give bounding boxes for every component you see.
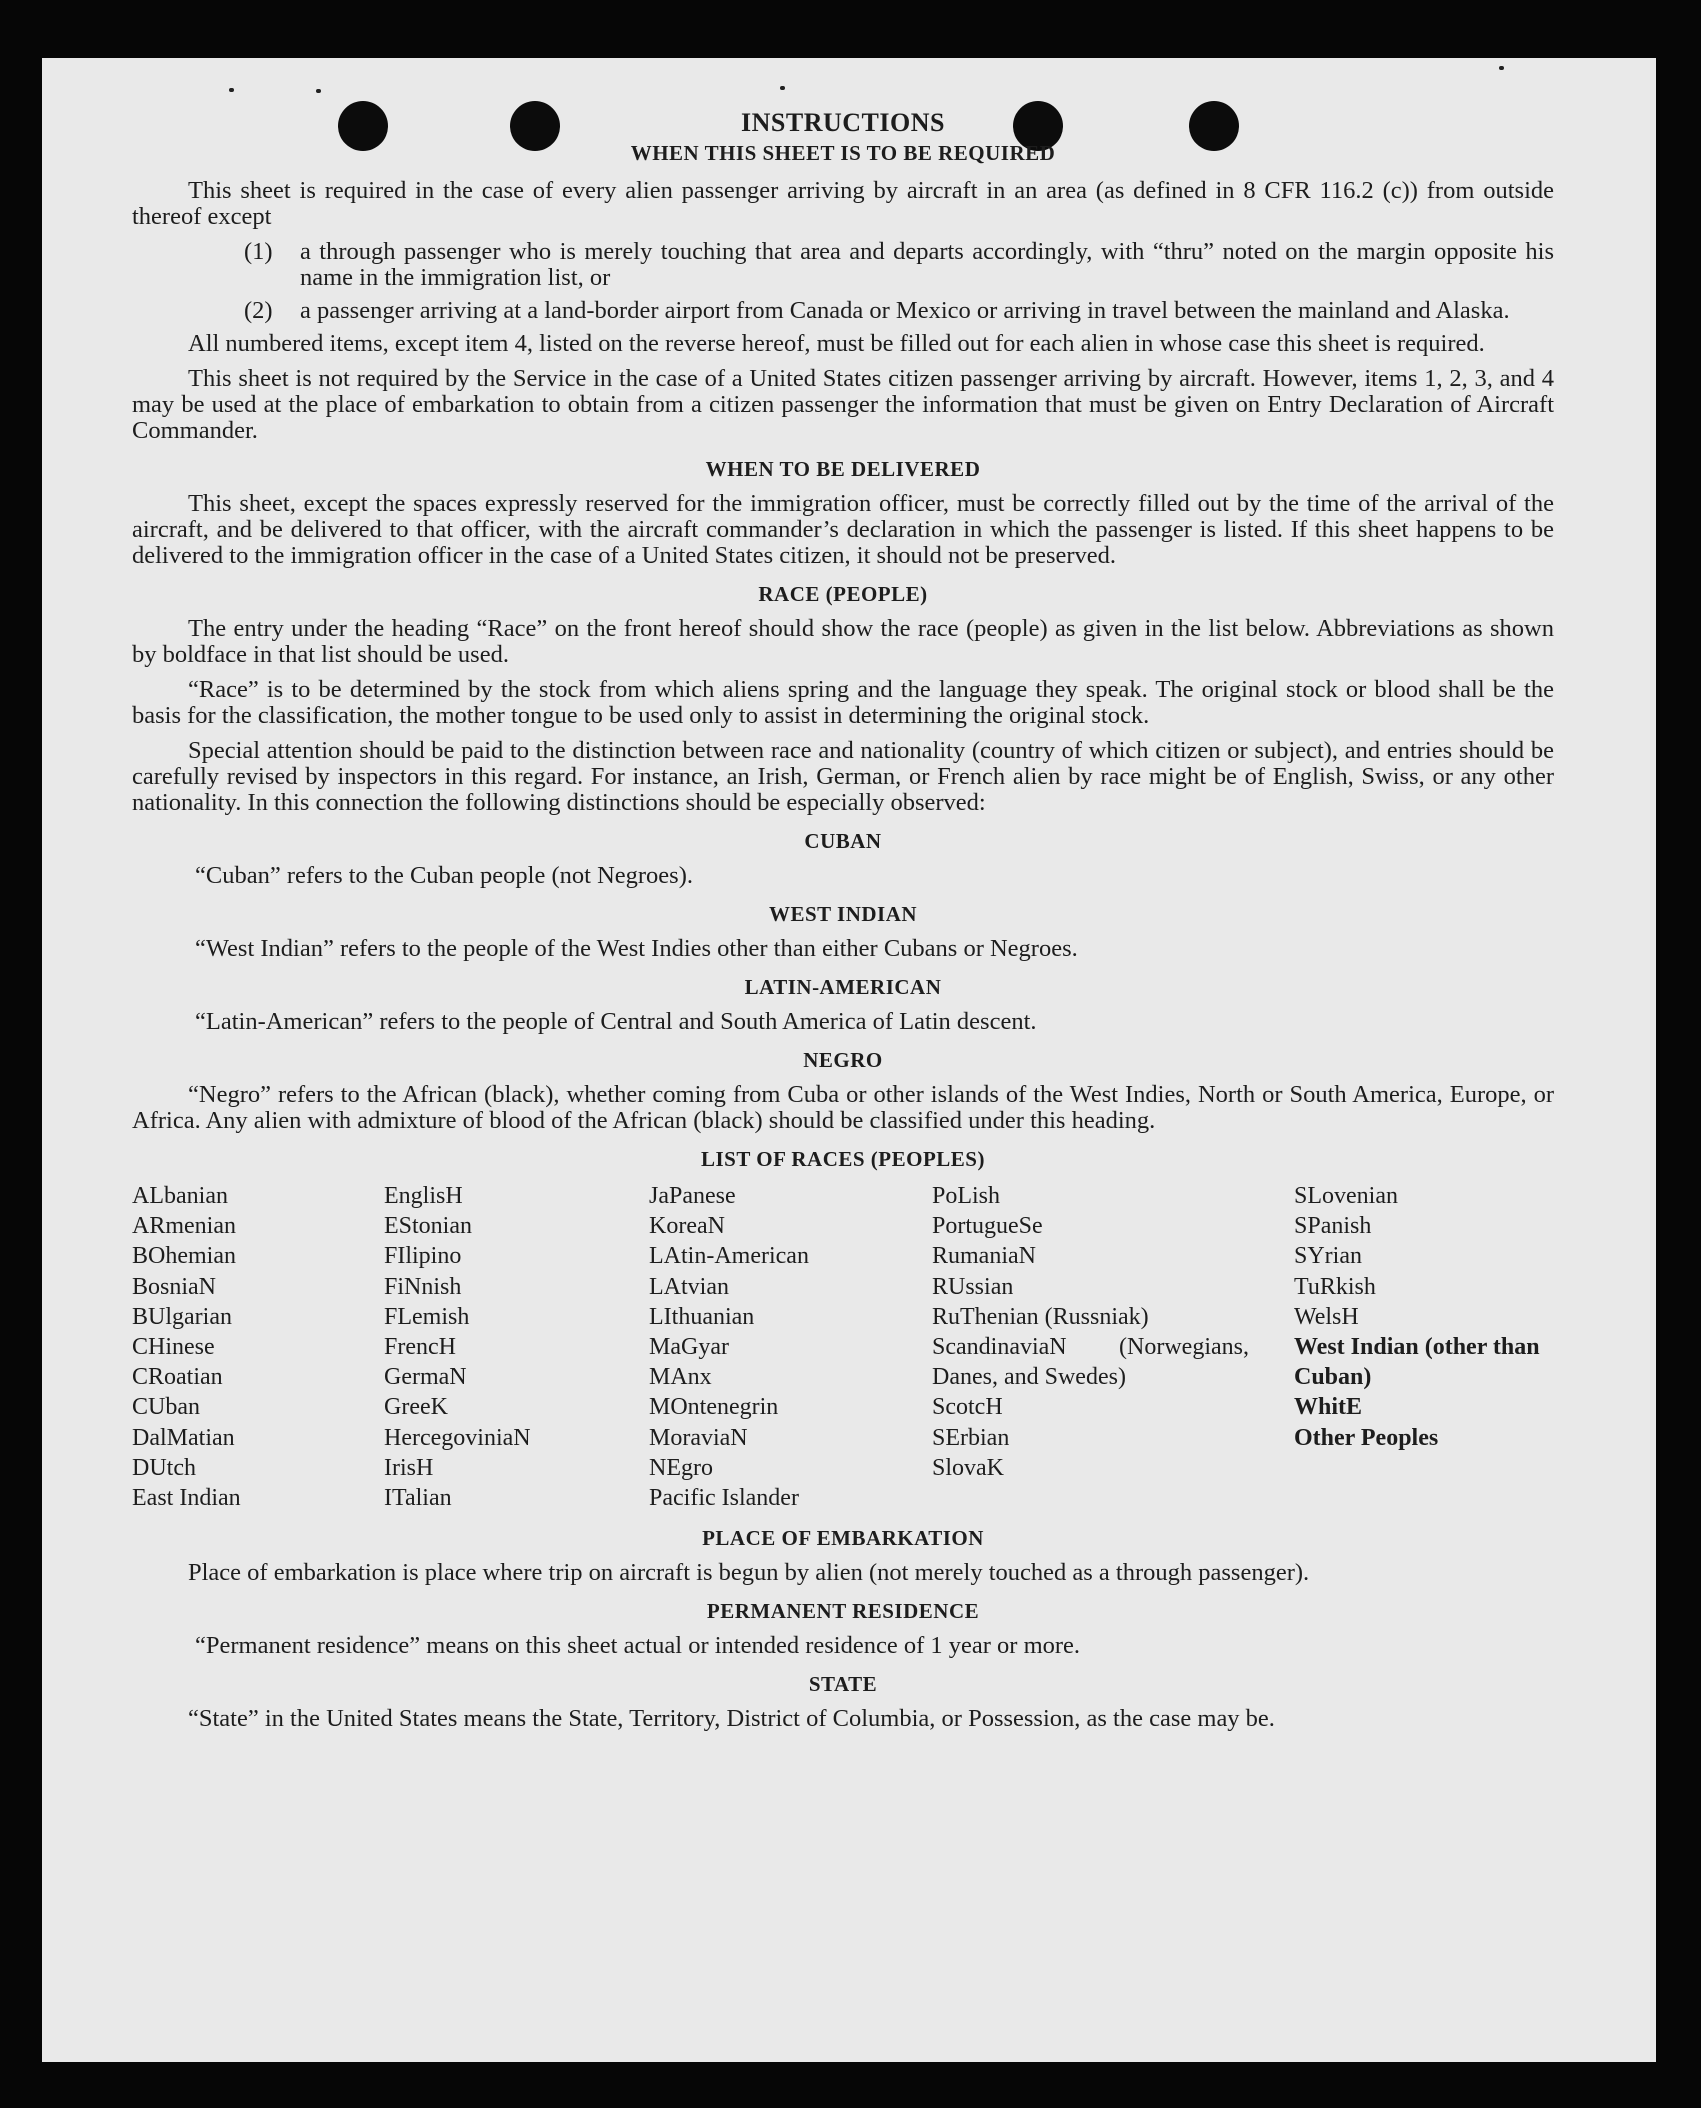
instructions-content (132, 110, 1554, 1741)
west-indian-heading: WEST INDIAN (768, 902, 918, 926)
race-entry: TuRkish (1294, 1273, 1376, 1300)
race-entry: IrisH (384, 1454, 434, 1481)
dust-speck (229, 88, 234, 92)
race-entry: NEgro (649, 1454, 713, 1481)
race-entry: FIlipino (384, 1243, 462, 1270)
race-entry: LIthuanian (649, 1303, 755, 1330)
race-entry: LAtvian (649, 1273, 729, 1300)
exception-number: (2) (244, 297, 273, 324)
race-entry: WelsH (1294, 1303, 1359, 1330)
race-entry: CRoatian (132, 1364, 223, 1391)
latin-american-text: “Latin-American” refers to the people of Central and South America of Latin descent. (195, 1008, 1037, 1035)
embarkation-heading: PLACE OF EMBARKATION (702, 1526, 984, 1551)
when-required-heading: WHEN THIS SHEET IS TO BE REQUIRED (630, 141, 1056, 165)
embarkation-text: Place of embarkation is place where trip on aircraft is begun by alien (not merely touched as a through passenger). (188, 1559, 1310, 1587)
residence-heading: PERMANENT RESIDENCE (706, 1599, 980, 1624)
race-entry: MAnx (649, 1364, 712, 1391)
race-entry: ScotcH (932, 1394, 1003, 1421)
race-entry: MaGyar (649, 1334, 729, 1361)
race-entry: SErbian (932, 1424, 1010, 1451)
dust-speck (780, 86, 785, 90)
negro-heading: NEGRO (803, 1048, 883, 1072)
required-intro: This sheet is required in the case of every alien passenger arriving by aircraft in an area (as defined in 8 CFR 116.2 (c)) from outside thereof except (132, 177, 1554, 230)
race-entry: ARmenian (132, 1213, 236, 1240)
race-entry: PortugueSe (932, 1213, 1043, 1240)
cuban-text: “Cuban” refers to the Cuban people (not Negroes). (195, 862, 693, 889)
race-entry: RumaniaN (932, 1243, 1036, 1270)
residence-text: “Permanent residence” means on this sheet actual or intended residence of 1 year or more. (195, 1632, 1081, 1660)
race-entry: SYrian (1294, 1243, 1362, 1270)
race-entry: JaPanese (649, 1183, 736, 1209)
race-entry: East Indian (132, 1485, 241, 1512)
race-entry: ITalian (384, 1485, 452, 1512)
race-entry: SLovenian (1294, 1183, 1398, 1209)
page-title: INSTRUCTIONS (741, 108, 945, 137)
race-entry: BosniaN (132, 1273, 216, 1300)
race-entry: MoraviaN (649, 1424, 748, 1451)
latin-american-heading: LATIN-AMERICAN (744, 975, 942, 999)
races-column (649, 1181, 932, 1513)
document-sheet (42, 58, 1656, 2062)
dust-speck (1499, 66, 1504, 70)
race-entry: PoLish (932, 1183, 1001, 1209)
race-entry: West Indian (other than Cuban) (1294, 1334, 1540, 1391)
race-heading: RACE (PEOPLE) (758, 582, 928, 606)
state-text: “State” in the United States means the State, Territory, District of Columbia, or Possession, as the case may be. (188, 1705, 1275, 1733)
races-column (384, 1181, 649, 1513)
exception-text: a through passenger who is merely touching that area and departs accordingly, with “thru” noted on the margin opposite his name in the immigration list, or (300, 238, 1554, 291)
list-of-races-heading: LIST OF RACES (PEOPLES) (701, 1147, 985, 1171)
race-entry: DalMatian (132, 1424, 235, 1451)
exception-text: a passenger arriving at a land-border airport from Canada or Mexico or arriving in travel between the mainland and Alaska. (300, 297, 1510, 324)
race-paragraph: “Race” is to be determined by the stock from which aliens spring and the language they speak. The original stock or blood shall be the basis for the classification, the mother tongue to be used only to assist in determining the original stock. (132, 676, 1554, 729)
races-column (932, 1181, 1294, 1513)
exception-number: (1) (244, 238, 273, 265)
race-entry: ScandinaviaN (Norwegians, Danes, and Swedes) (932, 1334, 1249, 1391)
race-entry: FLemish (384, 1303, 470, 1330)
race-entry: GermaN (384, 1364, 467, 1391)
race-entry: ALbanian (132, 1183, 228, 1209)
cuban-heading: CUBAN (804, 829, 882, 853)
race-paragraph: The entry under the heading “Race” on the front hereof should show the race (people) as given in the list below. Abbreviations as shown by boldface in that list should be used. (132, 615, 1554, 668)
race-entry: LAtin-American (649, 1243, 809, 1270)
state-heading: STATE (808, 1672, 878, 1697)
race-entry: HercegoviniaN (384, 1424, 531, 1451)
race-entry: EnglisH (384, 1183, 463, 1209)
race-entry: BUlgarian (132, 1303, 232, 1330)
race-entry: Pacific Islander (649, 1485, 799, 1512)
races-column (1294, 1181, 1554, 1513)
race-entry: CUban (132, 1394, 200, 1421)
numbered-items-note: All numbered items, except item 4, listed on the reverse hereof, must be filled out for each alien in whose case this sheet is required. (188, 330, 1485, 357)
race-paragraph: Special attention should be paid to the distinction between race and nationality (country of which citizen or subject), and entries should be carefully revised by inspectors in this regard. For instance, an Irish, German, or French alien by race might be of English, Swiss, or any other nationality. In this connection the following distinctions should be especially observed: (132, 737, 1554, 816)
race-entry: GreeK (384, 1394, 448, 1421)
race-entry: SPanish (1294, 1213, 1372, 1240)
negro-text: “Negro” refers to the African (black), whether coming from Cuba or other islands of the West Indies, North or South America, Europe, or Africa. Any alien with admixture of blood of the African (black) should be classified under this heading. (132, 1081, 1554, 1134)
race-entry: DUtch (132, 1454, 196, 1481)
citizen-note: This sheet is not required by the Service in the case of a United States citizen passenger arriving by aircraft. However, items 1, 2, 3, and 4 may be used at the place of embarkation to obtain from a citizen passenger the information that must be given on Entry Declaration of Aircraft Commander. (132, 365, 1554, 444)
race-entry: FiNnish (384, 1273, 462, 1300)
race-entry: RUssian (932, 1273, 1014, 1300)
race-entry: CHinese (132, 1334, 215, 1361)
race-entry: BOhemian (132, 1243, 236, 1270)
dust-speck (316, 89, 321, 93)
races-list (132, 1181, 1554, 1513)
race-entry: MOntenegrin (649, 1394, 779, 1421)
races-column (132, 1181, 384, 1513)
race-entry: SlovaK (932, 1454, 1004, 1481)
race-entry: Other Peoples (1294, 1424, 1439, 1451)
race-entry: RuThenian (Russniak) (932, 1303, 1149, 1330)
when-delivered-heading: WHEN TO BE DELIVERED (705, 457, 981, 481)
when-delivered-text: This sheet, except the spaces expressly reserved for the immigration officer, must be correctly filled out by the time of the arrival of the aircraft, and be delivered to that officer, with the aircraft commander’s declaration in which the passenger is listed. If this sheet happens to be delivered to the immigration officer in the case of a United States citizen, it should not be preserved. (132, 490, 1554, 569)
race-entry: FrencH (384, 1334, 456, 1361)
exception-item (132, 239, 1554, 291)
race-entry: KoreaN (649, 1213, 725, 1240)
race-entry: EStonian (384, 1213, 472, 1240)
exception-item (132, 298, 1554, 324)
west-indian-text: “West Indian” refers to the people of the West Indies other than either Cubans or Negroes. (195, 935, 1078, 962)
race-entry: WhitE (1294, 1394, 1363, 1421)
